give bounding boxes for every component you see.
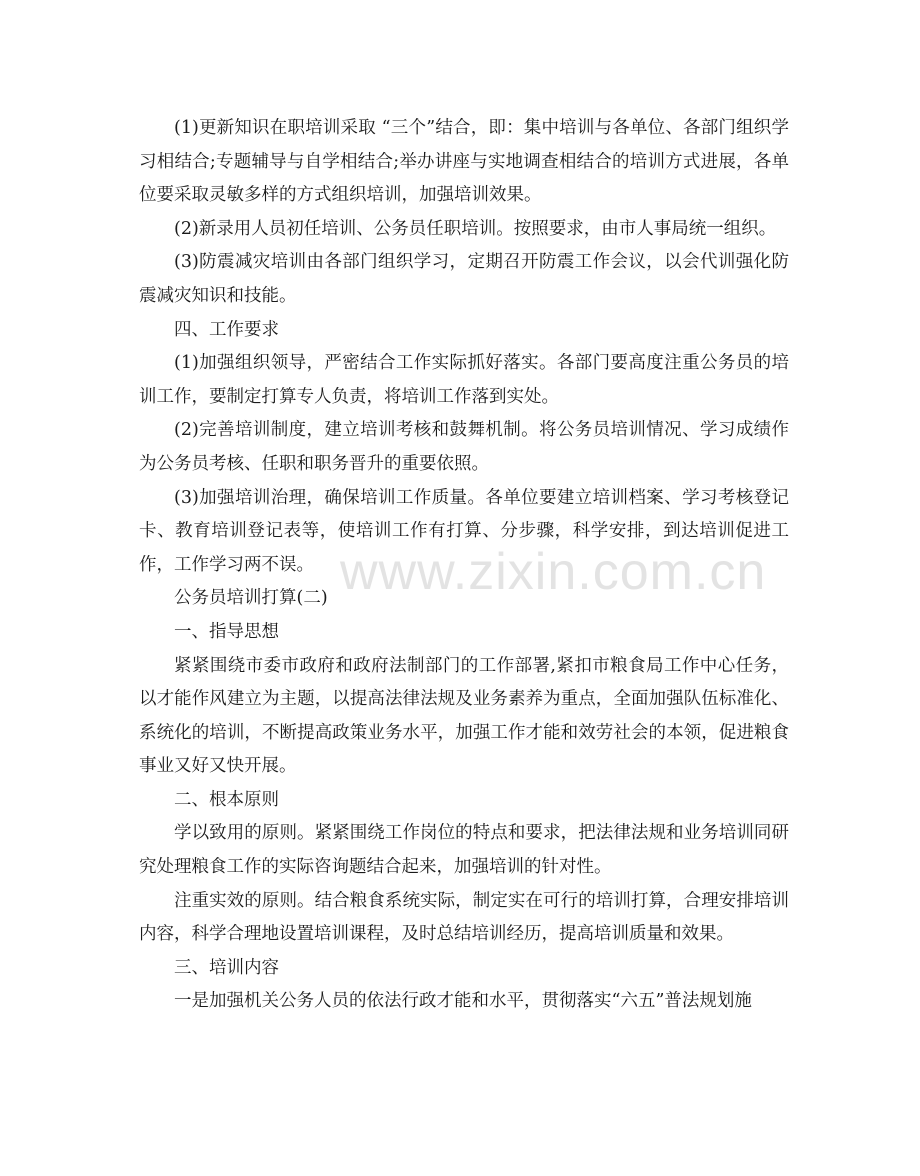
watermark: www.zixin.com.cn bbox=[340, 543, 767, 601]
paragraph: 学以致用的原则。紧紧围绕工作岗位的特点和要求，把法律法规和业务培训同研究处理粮食工作的实际咨询题结合起来，加强培训的针对性。 bbox=[139, 823, 789, 878]
paragraph: (3)防震减灾培训由各部门组织学习，定期召开防震工作会议，以会代训强化防震减灾知识和技能。 bbox=[139, 252, 789, 306]
section-heading: 一、指导思想 bbox=[174, 621, 279, 642]
paragraph: (3)加强培训治理，确保培训工作质量。各单位要建立培训档案、学习考核登记卡、教育培训登记表等，使培训工作有打算、分步骤，科学安排，到达培训促进工作，工作学习两不误。 bbox=[139, 487, 789, 575]
paragraph: (1)更新知识在职培训采取 “三个”结合，即：集中培训与各单位、各部门组织学习相结合;专题辅导与自学相结合;举办讲座与实地调查相结合的培训方式进展，各单位要采取灵敏多样的方式组织培训，加强培训效果。 bbox=[139, 118, 789, 206]
section-heading: 三、培训内容 bbox=[174, 957, 279, 978]
paragraph: (1)加强组织领导，严密结合工作实际抓好落实。各部门要高度注重公务员的培训工作，要制定打算专人负责，将培训工作落到实处。 bbox=[139, 353, 789, 407]
paragraph: 一是加强机关公务人员的依法行政才能和水平，贯彻落实“六五”普法规划施 bbox=[174, 991, 752, 1012]
paragraph: (2)完善培训制度，建立培训考核和鼓舞机制。将公务员培训情况、学习成绩作为公务员考核、任职和职务晋升的重要依照。 bbox=[139, 420, 789, 474]
section-heading: 四、工作要求 bbox=[174, 319, 279, 340]
paragraph: 注重实效的原则。结合粮食系统实际，制定实在可行的培训打算，合理安排培训内容，科学合理地设置培训课程，及时总结培训经历，提高培训质量和效果。 bbox=[139, 890, 789, 945]
paragraph: (2)新录用人员初任培训、公务员任职培训。按照要求，由市人事局统一组织。 bbox=[174, 218, 777, 239]
section-heading: 二、根本原则 bbox=[174, 789, 279, 810]
paragraph: 紧紧围绕市委市政府和政府法制部门的工作部署,紧扣市粮食局工作中心任务，以才能作风建立为主题，以提高法律法规及业务素养为重点，全面加强队伍标准化、系统化的培训，不断提高政策业务水平，加强工作才能和效劳社会的本领，促进粮食事业又好又快开展。 bbox=[139, 655, 789, 777]
document-title: 公务员培训打算(二) bbox=[174, 588, 328, 609]
document-body bbox=[139, 112, 789, 1019]
